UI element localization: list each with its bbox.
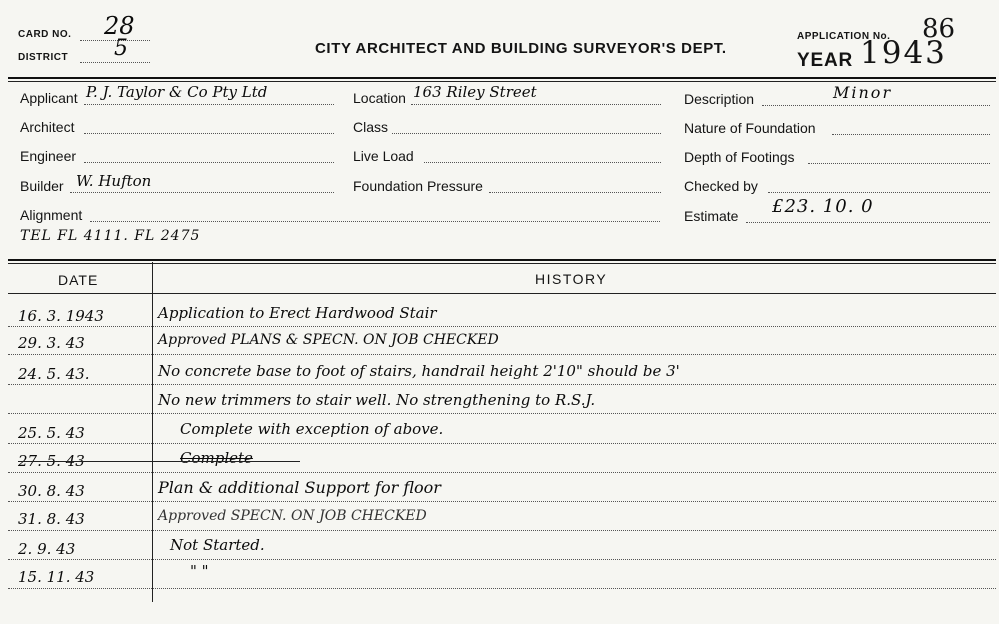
nature-of-foundation-line	[832, 134, 990, 135]
history-row-date: 16. 3. 1943	[18, 307, 104, 325]
engineer-line	[84, 162, 334, 163]
card-no-label: CARD NO.	[18, 29, 72, 40]
header-rule	[8, 77, 996, 79]
builder-label: Builder	[20, 178, 64, 194]
history-row-text: Complete with exception of above.	[180, 420, 444, 438]
header-rule-inner	[8, 81, 996, 82]
location-label: Location	[353, 90, 406, 106]
description-value: Minor	[833, 83, 893, 102]
live-load-line	[424, 162, 661, 163]
history-row-date: 29. 3. 43	[18, 334, 85, 352]
checked-by-label: Checked by	[684, 178, 758, 194]
history-row-date: 24. 5. 43.	[18, 365, 90, 383]
history-row-text: " "	[190, 562, 209, 580]
header-divider	[8, 293, 996, 294]
history-row-line	[8, 472, 996, 473]
architect-label: Architect	[20, 119, 75, 135]
history-top-rule-inner	[8, 263, 996, 264]
engineer-label: Engineer	[20, 148, 77, 164]
applicant-value: P. J. Taylor & Co Pty Ltd	[86, 83, 268, 101]
history-top-rule	[8, 259, 996, 261]
history-row-text: Approved PLANS & SPECN. ON JOB CHECKED	[158, 332, 499, 348]
class-line	[392, 133, 661, 134]
year-label: YEAR	[797, 50, 853, 71]
date-column-divider	[152, 262, 153, 602]
history-row-date: 15. 11. 43	[18, 568, 95, 586]
location-line	[411, 104, 661, 105]
applicant-label: Applicant	[20, 90, 78, 106]
history-row-date: 27. 5. 43	[18, 452, 85, 470]
depth-of-footings-label: Depth of Footings	[684, 149, 795, 165]
history-row-line	[8, 501, 996, 502]
nature-of-foundation-label: Nature of Foundation	[684, 120, 816, 136]
history-row-date: 30. 8. 43	[18, 482, 85, 500]
estimate-line	[746, 222, 990, 223]
history-row-date: 25. 5. 43	[18, 424, 85, 442]
application-no-value: 86	[922, 14, 956, 44]
history-row-date: 2. 9. 43	[18, 540, 76, 558]
levels-note: TEL FL 4111. FL 2475	[20, 228, 201, 244]
location-value: 163 Riley Street	[413, 83, 537, 101]
alignment-label: Alignment	[20, 207, 83, 223]
depth-of-footings-line	[808, 163, 990, 164]
strike-through-line	[18, 461, 300, 462]
alignment-line	[90, 221, 660, 222]
builder-value: W. Hufton	[76, 172, 152, 190]
foundation-pressure-line	[489, 192, 661, 193]
estimate-label: Estimate	[684, 208, 739, 224]
history-row-text: No new trimmers to stair well. No strengthening to R.S.J.	[158, 391, 596, 409]
history-row-line	[8, 354, 996, 355]
history-row-text: Approved SPECN. ON JOB CHECKED	[158, 508, 427, 524]
date-header: DATE	[58, 272, 99, 288]
history-row-line	[8, 326, 996, 327]
card-no-value: 28	[104, 12, 135, 40]
estimate-value: £23. 10. 0	[772, 196, 874, 217]
application-no-label: APPLICATION No.	[797, 31, 891, 42]
department-title: CITY ARCHITECT AND BUILDING SURVEYOR'S DEPT.	[315, 40, 727, 57]
class-label: Class	[353, 119, 389, 135]
district-dotted-line	[80, 62, 150, 63]
history-row-line	[8, 559, 996, 560]
history-row-line	[8, 530, 996, 531]
history-row-line	[8, 413, 996, 414]
history-header: HISTORY	[535, 271, 608, 287]
history-row-text: Plan & additional Support for floor	[158, 478, 441, 497]
history-row-text: Not Started.	[170, 536, 265, 554]
description-label: Description	[684, 91, 755, 107]
applicant-line	[84, 104, 334, 105]
history-row-date: 31. 8. 43	[18, 510, 85, 528]
history-row-text: Complete	[180, 449, 253, 467]
live-load-label: Live Load	[353, 148, 414, 164]
foundation-pressure-label: Foundation Pressure	[353, 178, 483, 194]
history-row-line	[8, 443, 996, 444]
architect-line	[84, 133, 334, 134]
description-line	[762, 105, 990, 106]
history-row-text: No concrete base to foot of stairs, handrail height 2'10" should be 3'	[158, 362, 680, 380]
district-label: DISTRICT	[18, 52, 69, 63]
history-row-text: Application to Erect Hardwood Stair	[158, 304, 437, 322]
builder-line	[70, 192, 334, 193]
history-row-line	[8, 588, 996, 589]
checked-by-line	[768, 192, 990, 193]
history-row-line	[8, 384, 996, 385]
district-value: 5	[114, 36, 128, 61]
year-value: 1943	[860, 35, 947, 71]
